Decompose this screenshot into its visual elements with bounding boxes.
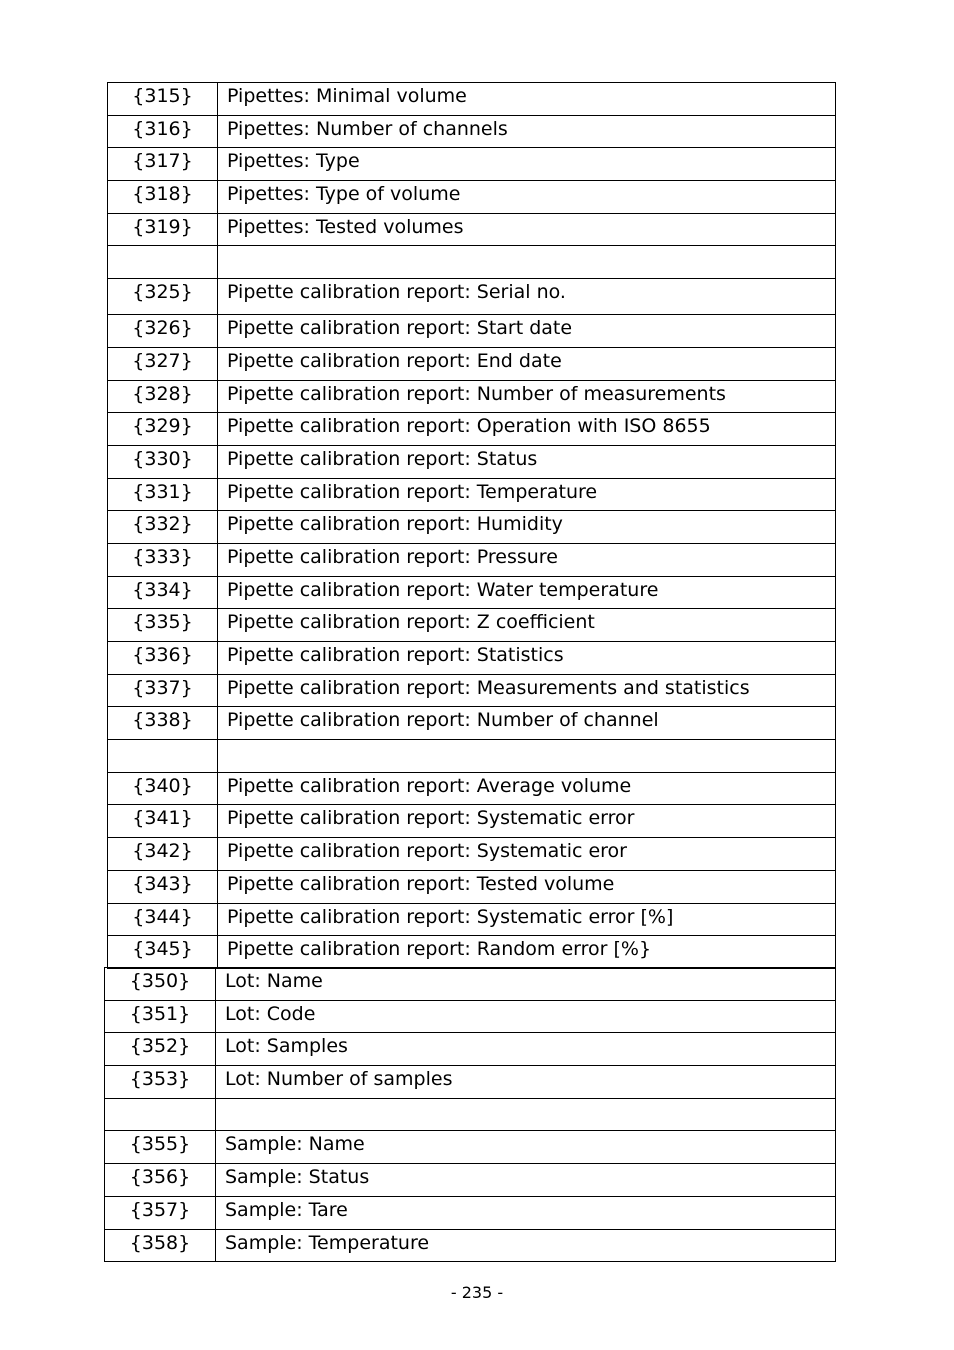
code-cell: {343}: [108, 870, 218, 903]
table-row: [108, 576, 836, 609]
page-number: - 235 -: [450, 1283, 504, 1302]
description-cell: Sample: Temperature: [216, 1229, 836, 1262]
code-cell: {319}: [108, 213, 218, 246]
table-row: [105, 1196, 836, 1229]
code-cell: {332}: [108, 511, 218, 544]
table-row: [108, 279, 836, 315]
code-cell: {357}: [105, 1196, 216, 1229]
table-row: [105, 1164, 836, 1197]
description-cell: Lot: Samples: [216, 1033, 836, 1066]
code-cell: {331}: [108, 478, 218, 511]
code-cell: [108, 740, 218, 773]
description-cell: Lot: Number of samples: [216, 1066, 836, 1099]
description-cell: Pipette calibration report: Temperature: [218, 478, 836, 511]
table-row-empty: [105, 1098, 836, 1131]
table-row: [108, 511, 836, 544]
code-cell: {333}: [108, 543, 218, 576]
code-cell: {340}: [108, 772, 218, 805]
code-cell: {329}: [108, 413, 218, 446]
code-cell: {328}: [108, 380, 218, 413]
code-cell: {341}: [108, 805, 218, 838]
table-row: [108, 347, 836, 380]
table-row: [108, 936, 836, 969]
code-cell: {327}: [108, 347, 218, 380]
description-cell: Pipette calibration report: Average volume: [218, 772, 836, 805]
description-cell: Pipette calibration report: Statistics: [218, 642, 836, 675]
code-cell: {352}: [105, 1033, 216, 1066]
code-cell: {337}: [108, 674, 218, 707]
code-cell: {336}: [108, 642, 218, 675]
code-cell: {330}: [108, 445, 218, 478]
table-row: [108, 772, 836, 805]
description-cell: Pipette calibration report: Status: [218, 445, 836, 478]
code-cell: {350}: [105, 968, 216, 1001]
description-cell: Lot: Name: [216, 968, 836, 1001]
table-row: [108, 674, 836, 707]
code-cell: {325}: [108, 279, 218, 315]
description-cell: [218, 246, 836, 279]
description-cell: Pipette calibration report: Number of channel: [218, 707, 836, 740]
description-cell: Pipettes: Type of volume: [218, 181, 836, 214]
table-row: [108, 445, 836, 478]
code-cell: {344}: [108, 903, 218, 936]
code-cell: {353}: [105, 1066, 216, 1099]
code-cell: {338}: [108, 707, 218, 740]
code-cell: {317}: [108, 148, 218, 181]
table-row: [108, 543, 836, 576]
table-row: [105, 1033, 836, 1066]
code-cell: {326}: [108, 315, 218, 348]
code-cell: {318}: [108, 181, 218, 214]
table-row: [108, 903, 836, 936]
description-cell: Sample: Name: [216, 1131, 836, 1164]
description-cell: Pipette calibration report: Systematic error [%]: [218, 903, 836, 936]
variables-table-lots-samples: [104, 967, 836, 1262]
description-cell: Pipettes: Type: [218, 148, 836, 181]
table-row: [108, 838, 836, 871]
table-row: [108, 413, 836, 446]
code-cell: {342}: [108, 838, 218, 871]
table-row: [108, 83, 836, 116]
description-cell: Pipette calibration report: Systematic error: [218, 805, 836, 838]
code-cell: {335}: [108, 609, 218, 642]
description-cell: Pipette calibration report: Serial no.: [218, 279, 836, 315]
code-cell: [105, 1098, 216, 1131]
table-row: [108, 380, 836, 413]
table-row: [108, 213, 836, 246]
description-cell: [218, 740, 836, 773]
table-row: [105, 1131, 836, 1164]
table-row-empty: [108, 246, 836, 279]
description-cell: Sample: Tare: [216, 1196, 836, 1229]
description-cell: Pipette calibration report: Pressure: [218, 543, 836, 576]
table-row: [108, 805, 836, 838]
description-cell: Pipette calibration report: Number of measurements: [218, 380, 836, 413]
code-cell: {356}: [105, 1164, 216, 1197]
description-cell: Pipettes: Tested volumes: [218, 213, 836, 246]
description-cell: Sample: Status: [216, 1164, 836, 1197]
table-row-empty: [108, 740, 836, 773]
code-cell: {355}: [105, 1131, 216, 1164]
code-cell: {316}: [108, 115, 218, 148]
code-cell: {351}: [105, 1000, 216, 1033]
description-cell: Pipette calibration report: Humidity: [218, 511, 836, 544]
table-row: [105, 1000, 836, 1033]
description-cell: Pipette calibration report: Systematic eror: [218, 838, 836, 871]
code-cell: {358}: [105, 1229, 216, 1262]
description-cell: Pipette calibration report: Water temperature: [218, 576, 836, 609]
description-cell: Pipettes: Number of channels: [218, 115, 836, 148]
table-row: [108, 609, 836, 642]
variables-table-pipettes: [107, 82, 836, 969]
description-cell: Lot: Code: [216, 1000, 836, 1033]
code-cell: {315}: [108, 83, 218, 116]
table-row: [105, 968, 836, 1001]
description-cell: Pipette calibration report: Operation with ISO 8655: [218, 413, 836, 446]
description-cell: Pipette calibration report: Tested volume: [218, 870, 836, 903]
description-cell: Pipette calibration report: End date: [218, 347, 836, 380]
table-row: [108, 115, 836, 148]
table-row: [108, 870, 836, 903]
description-cell: Pipette calibration report: Random error [%}: [218, 936, 836, 969]
description-cell: Pipette calibration report: Measurements and statistics: [218, 674, 836, 707]
table-row: [108, 181, 836, 214]
code-cell: {334}: [108, 576, 218, 609]
description-cell: Pipettes: Minimal volume: [218, 83, 836, 116]
table-row: [108, 478, 836, 511]
table-row: [105, 1229, 836, 1262]
table-row: [108, 707, 836, 740]
description-cell: Pipette calibration report: Start date: [218, 315, 836, 348]
table-row: [108, 315, 836, 348]
description-cell: [216, 1098, 836, 1131]
code-cell: [108, 246, 218, 279]
table-row: [108, 642, 836, 675]
table-row: [105, 1066, 836, 1099]
code-cell: {345}: [108, 936, 218, 969]
description-cell: Pipette calibration report: Z coefficient: [218, 609, 836, 642]
table-row: [108, 148, 836, 181]
